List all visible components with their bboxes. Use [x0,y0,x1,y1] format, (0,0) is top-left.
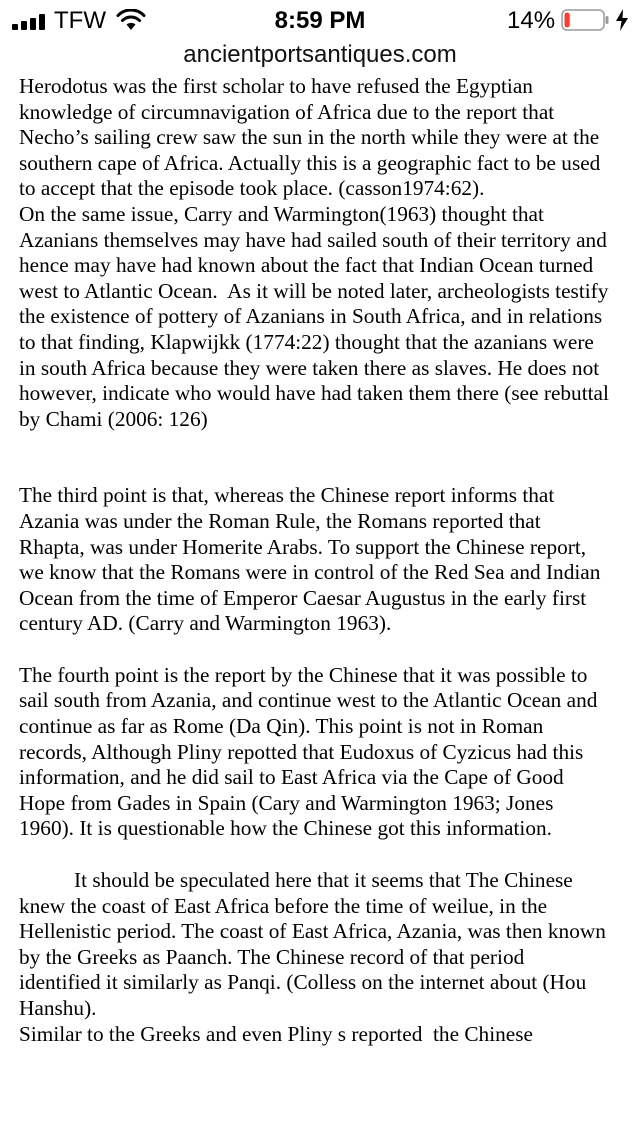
paragraph-fourth-point: The fourth point is the report by the Chinese that it was possible to sail south from Azania, and continue west to the Atlantic Ocean and continue as far as Rome (Da Qin). This point is not in Roman records, Although Pliny repotted that Eudoxus of Cyzicus had this information, and he did sail to East Africa via the Cape of Good Hope from Gades in Spain (Cary and Warmington 1963; Jones 1960). It is questionable how the Chinese got this information. [19,662,603,841]
paragraph-third-point: The third point is that, whereas the Chinese report informs that Azania was under the Roman Rule, the Romans reported that Rhapta, was under Homerite Arabs. To support the Chinese report, we know that the Romans were in control of the Red Sea and Indian Ocean from the time of Emperor Caesar Augustus in the early first century AD. (Carry and Warmington 1963). [19,483,606,636]
paragraph-azanians: On the same issue, Carry and Warmington(1963) thought that Azanians themselves may have had sailed south of their territory and hence may have had known about the fact that Indian Ocean turned west to Atlantic Ocean. As it will be noted later, archeologists testify the existence of pottery of Azanians in South Africa, and in relations to that finding, Klapwijkk (1774:22) thought that the azanians were in south Africa because they were taken there as slaves. He does not however, indicate who would have had taken them there (see rebuttal by Chami (2006: 126) [19,201,615,431]
article-body [19,74,615,1047]
battery-icon [561,9,609,31]
battery-percent: 14% [507,7,556,34]
status-bar [0,0,640,40]
address-bar[interactable] [0,40,640,76]
carrier-name: TFW [54,7,106,34]
paragraph-herodotus: Herodotus was the first scholar to have refused the Egyptian knowledge of circumnavigation of Africa due to the report that Necho’s sailing crew saw the sun in the north while they were at the southern cape of Africa. Actually this is a geographic fact to be used to accept that the episode took place. (casson1974:62). [19,74,606,201]
paragraph-speculation: It should be speculated here that it seems that The Chinese knew the coast of East Africa before the time of weilue, in the Hellenistic period. The coast of East Africa, Azania, was then known by the Greeks as Paanch. The Chinese record of that period identified it similarly as Panqi. (Colless on the internet about (Hou Hanshu). [19,868,612,1020]
paragraph-greeks-pliny: Similar to the Greeks and even Pliny s reported the Chinese [19,1021,533,1046]
clock: 8:59 PM [274,7,366,34]
charging-icon [614,9,630,31]
site-url[interactable]: ancientportsantiques.com [183,41,457,68]
